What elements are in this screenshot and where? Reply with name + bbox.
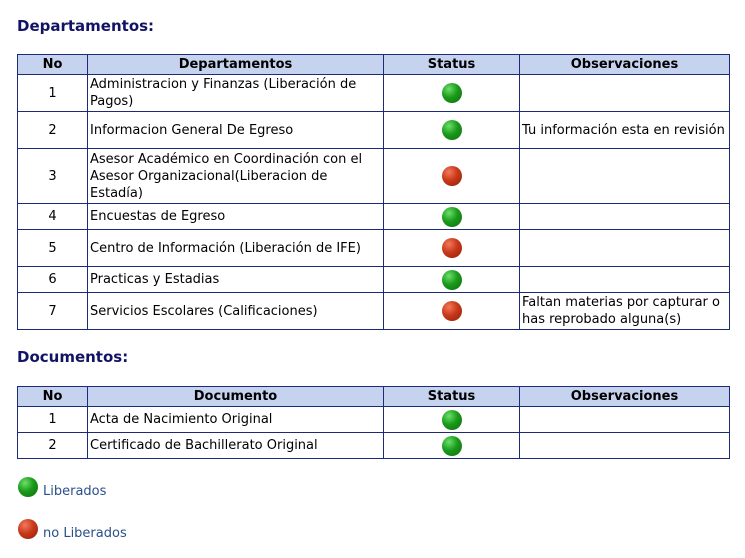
row-status [384,267,520,293]
col-header-documento: Documento [88,387,384,407]
documentos-table [17,386,730,459]
row-status [384,433,520,459]
row-status [384,204,520,230]
green-status-dot-icon [442,207,462,227]
row-name: Certificado de Bachillerato Original [88,433,384,459]
table-row [18,433,730,459]
departamentos-table [17,54,730,330]
table-header-row [18,55,730,75]
table-row [18,407,730,433]
row-status [384,149,520,204]
row-status [384,230,520,267]
row-number: 4 [18,204,88,230]
row-name: Administracion y Finanzas (Liberación de Pagos) [88,75,384,112]
green-status-dot-icon [442,410,462,430]
row-status [384,112,520,149]
row-name: Centro de Información (Liberación de IFE) [88,230,384,267]
row-name: Practicas y Estadias [88,267,384,293]
table-row [18,75,730,112]
legend-no-liberados [18,519,127,539]
row-observaciones [520,230,730,267]
green-status-dot-icon [18,477,38,497]
row-observaciones [520,407,730,433]
row-number: 7 [18,293,88,330]
row-name: Acta de Nacimiento Original [88,407,384,433]
row-observaciones: Faltan materias por capturar o has reprobado alguna(s) [520,293,730,330]
row-number: 1 [18,75,88,112]
table-row [18,293,730,330]
green-status-dot-icon [442,120,462,140]
row-name: Servicios Escolares (Calificaciones) [88,293,384,330]
table-row [18,230,730,267]
green-status-dot-icon [442,436,462,456]
table-row [18,267,730,293]
green-status-dot-icon [442,270,462,290]
table-row [18,112,730,149]
table-header-row [18,387,730,407]
row-observaciones: Tu información esta en revisión [520,112,730,149]
red-status-dot-icon [442,166,462,186]
legend-liberados-label: Liberados [43,483,107,499]
red-status-dot-icon [442,301,462,321]
row-status [384,293,520,330]
row-observaciones [520,75,730,112]
col-header-status: Status [384,387,520,407]
row-observaciones [520,149,730,204]
row-number: 5 [18,230,88,267]
red-status-dot-icon [18,519,38,539]
col-header-observaciones: Observaciones [520,387,730,407]
row-status [384,75,520,112]
row-observaciones [520,433,730,459]
table-row [18,204,730,230]
col-header-observaciones: Observaciones [520,55,730,75]
row-status [384,407,520,433]
red-status-dot-icon [442,238,462,258]
row-number: 3 [18,149,88,204]
row-number: 6 [18,267,88,293]
row-observaciones [520,204,730,230]
col-header-status: Status [384,55,520,75]
legend-no-liberados-label: no Liberados [43,525,127,541]
departamentos-heading: Departamentos: [17,17,155,35]
row-name: Asesor Académico en Coordinación con el Asesor Organizacional(Liberacion de Estadía) [88,149,384,204]
documentos-heading: Documentos: [17,348,129,366]
row-name: Informacion General De Egreso [88,112,384,149]
col-header-no: No [18,55,88,75]
row-number: 1 [18,407,88,433]
col-header-no: No [18,387,88,407]
green-status-dot-icon [442,83,462,103]
col-header-departamentos: Departamentos [88,55,384,75]
table-row [18,149,730,204]
legend-liberados [18,477,106,497]
row-name: Encuestas de Egreso [88,204,384,230]
row-observaciones [520,267,730,293]
row-number: 2 [18,433,88,459]
row-number: 2 [18,112,88,149]
